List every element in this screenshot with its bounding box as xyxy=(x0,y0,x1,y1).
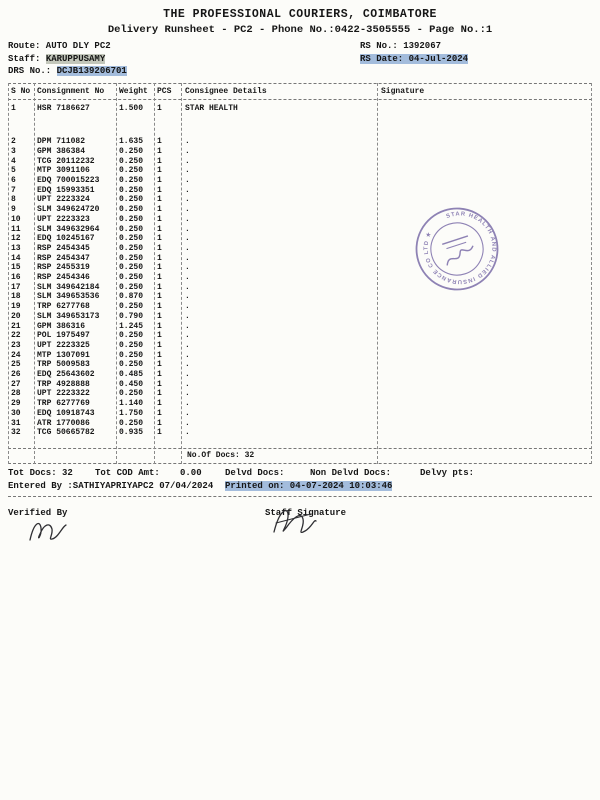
table-row xyxy=(8,215,592,225)
cell-weight: 0.250 xyxy=(119,360,144,370)
cell-signature xyxy=(377,137,592,147)
table-border-line xyxy=(116,83,117,464)
cell-signature xyxy=(377,370,592,380)
staff-name: KARUPPUSAMY xyxy=(45,53,106,64)
cell-consignment: SLM 349653173 xyxy=(37,311,100,321)
cell-consignment: UPT 2223323 xyxy=(37,214,90,224)
cell-consignee: . xyxy=(185,350,190,360)
cell-signature xyxy=(377,409,592,419)
table-row xyxy=(8,137,592,147)
table-row xyxy=(8,351,592,361)
cell-consignee: . xyxy=(185,137,190,147)
cell-consignment: SLM 349632964 xyxy=(37,224,100,234)
cell-sno: 4 xyxy=(11,156,16,166)
verified-signature-scribble xyxy=(24,512,72,550)
cell-signature xyxy=(377,399,592,409)
cell-consignee: . xyxy=(185,428,190,438)
cell-consignment: EDQ 10245167 xyxy=(37,234,95,244)
cell-pcs: 1 xyxy=(157,146,162,156)
cell-signature xyxy=(377,147,592,157)
cell-consignment: SLM 349624720 xyxy=(37,205,100,215)
drs-no: DCJB139206701 xyxy=(56,66,127,76)
cell-signature xyxy=(377,166,592,176)
cell-signature xyxy=(377,351,592,361)
cell-weight: 0.935 xyxy=(119,428,144,438)
table-row xyxy=(8,234,592,244)
cell-consignee: . xyxy=(185,185,190,195)
table-border-line xyxy=(154,83,155,464)
cell-signature xyxy=(377,389,592,399)
stamp-ring-text: STAR HEALTH AND ALLIED INSURANCE CO LTD ★ xyxy=(423,211,497,285)
cell-consignment: EDQ 700015223 xyxy=(37,176,100,186)
cell-consignment: SLM 349642184 xyxy=(37,282,100,292)
cell-consignee: . xyxy=(185,243,190,253)
cell-pcs: 1 xyxy=(157,195,162,205)
cell-pcs: 1 xyxy=(157,243,162,253)
cell-consignment: EDQ 10918743 xyxy=(37,408,95,418)
cell-signature xyxy=(377,428,592,438)
table-row xyxy=(8,331,592,341)
cell-consignment: SLM 349653536 xyxy=(37,292,100,302)
stamp-signature-scribble xyxy=(444,246,476,266)
verified-by-label: Verified By xyxy=(8,508,68,518)
table-row xyxy=(8,283,592,293)
stamp-inner-line xyxy=(446,242,466,248)
cell-sno: 32 xyxy=(11,428,21,438)
entered-by: Entered By :SATHIYAPRIYAPC2 07/04/2024 xyxy=(8,481,214,491)
cell-signature xyxy=(377,104,592,114)
tot-docs: Tot Docs: 32 xyxy=(8,468,73,478)
cell-pcs: 1 xyxy=(157,273,162,283)
tot-cod-value: 0.00 xyxy=(180,468,202,478)
cell-pcs: 1 xyxy=(157,428,162,438)
cell-signature xyxy=(377,322,592,332)
cell-sno: 19 xyxy=(11,302,21,312)
cell-pcs: 1 xyxy=(157,214,162,224)
cell-weight: 0.250 xyxy=(119,350,144,360)
cell-consignee: . xyxy=(185,273,190,283)
table-row xyxy=(8,419,592,429)
cell-pcs: 1 xyxy=(157,370,162,380)
cell-weight: 0.250 xyxy=(119,205,144,215)
cell-consignee: . xyxy=(185,408,190,418)
docs-count-row xyxy=(8,448,592,464)
cell-weight: 1.750 xyxy=(119,408,144,418)
cell-sno: 18 xyxy=(11,292,21,302)
cell-weight: 0.250 xyxy=(119,263,144,273)
table-border-line xyxy=(181,83,182,464)
table-row xyxy=(8,176,592,186)
route-row xyxy=(8,41,592,54)
cell-weight: 0.250 xyxy=(119,234,144,244)
cell-signature xyxy=(377,157,592,167)
cell-weight: 1.500 xyxy=(119,103,144,113)
col-header-signature: Signature xyxy=(381,86,425,96)
cell-consignee: . xyxy=(185,418,190,428)
cell-weight: 1.635 xyxy=(119,137,144,147)
cell-pcs: 1 xyxy=(157,389,162,399)
table-row xyxy=(8,302,592,312)
table-row xyxy=(8,157,592,167)
cell-pcs: 1 xyxy=(157,292,162,302)
cell-consignment: TRP 6277768 xyxy=(37,302,90,312)
cell-signature xyxy=(377,360,592,370)
table-border-line xyxy=(591,83,592,464)
table-row xyxy=(8,341,592,351)
cell-pcs: 1 xyxy=(157,156,162,166)
staff-label: Staff: xyxy=(8,53,46,64)
cell-weight: 0.450 xyxy=(119,379,144,389)
cell-pcs: 1 xyxy=(157,224,162,234)
route-label: Route: AUTO DLY PC2 xyxy=(8,41,111,51)
cell-signature xyxy=(377,302,592,312)
cell-pcs: 1 xyxy=(157,340,162,350)
cell-sno: 20 xyxy=(11,311,21,321)
table-row xyxy=(8,186,592,196)
cell-sno: 22 xyxy=(11,331,21,341)
cell-sno: 10 xyxy=(11,214,21,224)
cell-weight: 0.250 xyxy=(119,273,144,283)
col-header-consignee: Consignee Details xyxy=(185,86,267,96)
svg-text:STAR HEALTH AND ALLIED INSURAN xyxy=(414,202,506,294)
cell-weight: 0.870 xyxy=(119,292,144,302)
cell-consignee: . xyxy=(185,360,190,370)
cell-sno: 16 xyxy=(11,273,21,283)
cell-signature xyxy=(377,380,592,390)
col-header-pcs: PCS xyxy=(157,86,172,96)
cell-consignee: . xyxy=(185,195,190,205)
cell-consignee: . xyxy=(185,166,190,176)
printed-on: Printed on: 04-07-2024 10:03:46 xyxy=(225,481,393,491)
cell-consignment: MTP 1307091 xyxy=(37,350,90,360)
cell-pcs: 1 xyxy=(157,321,162,331)
cell-consignee: . xyxy=(185,389,190,399)
cell-sno: 6 xyxy=(11,176,16,186)
table-row xyxy=(8,292,592,302)
cell-consignee: . xyxy=(185,370,190,380)
cell-consignee: . xyxy=(185,379,190,389)
cell-consignee: . xyxy=(185,234,190,244)
cell-pcs: 1 xyxy=(157,137,162,147)
rs-no: RS No.: 1392067 xyxy=(360,41,442,51)
cell-signature xyxy=(377,419,592,429)
cell-weight: 0.250 xyxy=(119,253,144,263)
cell-consignment: GPM 386384 xyxy=(37,146,86,156)
cell-weight: 0.250 xyxy=(119,243,144,253)
cell-weight: 0.250 xyxy=(119,146,144,156)
cell-sno: 17 xyxy=(11,282,21,292)
cell-consignee: . xyxy=(185,146,190,156)
cell-weight: 0.250 xyxy=(119,340,144,350)
cell-sno: 31 xyxy=(11,418,21,428)
cell-consignment: RSP 2454346 xyxy=(37,273,90,283)
staff-signature-label: Staff Signature xyxy=(265,508,347,518)
cell-signature xyxy=(377,292,592,302)
cell-consignment: TCG 50665782 xyxy=(37,428,95,438)
cell-consignee: . xyxy=(185,176,190,186)
cell-weight: 0.250 xyxy=(119,331,144,341)
cell-consignee: . xyxy=(185,399,190,409)
cell-pcs: 1 xyxy=(157,350,162,360)
cell-consignment: RSP 2454347 xyxy=(37,253,90,263)
table-row xyxy=(8,409,592,419)
table-row xyxy=(8,205,592,215)
cell-consignee: . xyxy=(185,311,190,321)
cell-pcs: 1 xyxy=(157,103,162,113)
cell-sno: 15 xyxy=(11,263,21,273)
cell-sno: 21 xyxy=(11,321,21,331)
cell-consignment: UPT 2223322 xyxy=(37,389,90,399)
cell-sno: 8 xyxy=(11,195,16,205)
cell-pcs: 1 xyxy=(157,185,162,195)
cell-pcs: 1 xyxy=(157,399,162,409)
delvd-docs: Delvd Docs: xyxy=(225,468,285,478)
drs-row xyxy=(8,66,592,79)
cell-sno: 7 xyxy=(11,185,16,195)
cell-consignee: . xyxy=(185,214,190,224)
cell-pcs: 1 xyxy=(157,205,162,215)
cell-weight: 0.250 xyxy=(119,176,144,186)
drs-label: DRS No.: xyxy=(8,66,57,76)
table-row xyxy=(8,225,592,235)
cell-pcs: 1 xyxy=(157,418,162,428)
cell-weight: 0.250 xyxy=(119,214,144,224)
staff-row xyxy=(8,54,592,67)
table-row xyxy=(8,104,592,114)
entered-row xyxy=(8,479,592,497)
table-row xyxy=(8,360,592,370)
cell-consignment: EDQ 15993351 xyxy=(37,185,95,195)
cell-sno: 24 xyxy=(11,350,21,360)
table-row xyxy=(8,322,592,332)
cell-sno: 27 xyxy=(11,379,21,389)
cell-pcs: 1 xyxy=(157,311,162,321)
cell-sno: 12 xyxy=(11,234,21,244)
table-border-line xyxy=(377,83,378,464)
header-meta xyxy=(8,41,592,79)
cell-weight: 0.250 xyxy=(119,418,144,428)
cell-sno: 13 xyxy=(11,243,21,253)
cell-consignment: POL 1975497 xyxy=(37,331,90,341)
cell-consignee: . xyxy=(185,331,190,341)
cell-weight: 0.250 xyxy=(119,282,144,292)
cell-consignee: . xyxy=(185,292,190,302)
no-of-docs: No.Of Docs: 32 xyxy=(187,451,255,460)
col-header-weight: Weight xyxy=(119,86,148,96)
non-delvd-docs: Non Delvd Docs: xyxy=(310,468,392,478)
cell-signature xyxy=(377,176,592,186)
cell-consignee: . xyxy=(185,156,190,166)
cell-sno: 5 xyxy=(11,166,16,176)
cell-consignment: TRP 6277769 xyxy=(37,399,90,409)
table-row xyxy=(8,166,592,176)
cell-sno: 2 xyxy=(11,137,16,147)
cell-consignee: . xyxy=(185,263,190,273)
cell-consignment: DPM 711082 xyxy=(37,137,86,147)
tot-cod-label: Tot COD Amt: xyxy=(95,468,160,478)
table-row xyxy=(8,380,592,390)
table-row xyxy=(8,399,592,409)
cell-sno: 9 xyxy=(11,205,16,215)
delvy-pts: Delvy pts: xyxy=(420,468,475,478)
table-border-line xyxy=(34,83,35,464)
cell-consignee: . xyxy=(185,282,190,292)
cell-consignee: . xyxy=(185,321,190,331)
cell-weight: 0.250 xyxy=(119,302,144,312)
cell-pcs: 1 xyxy=(157,166,162,176)
table-header xyxy=(8,83,592,100)
cell-consignee: . xyxy=(185,224,190,234)
cell-weight: 0.790 xyxy=(119,311,144,321)
cell-consignment: RSP 2455319 xyxy=(37,263,90,273)
company-title: THE PROFESSIONAL COURIERS, COIMBATORE xyxy=(163,8,437,21)
cell-sno: 23 xyxy=(11,340,21,350)
cell-sno: 25 xyxy=(11,360,21,370)
cell-consignment: TCG 20112232 xyxy=(37,156,95,166)
cell-consignment: MTP 3091106 xyxy=(37,166,90,176)
cell-weight: 0.250 xyxy=(119,195,144,205)
cell-consignee: . xyxy=(185,253,190,263)
cell-weight: 0.485 xyxy=(119,370,144,380)
cell-consignment: RSP 2454345 xyxy=(37,243,90,253)
cell-sno: 26 xyxy=(11,370,21,380)
cell-consignment: TRP 4928888 xyxy=(37,379,90,389)
cell-signature xyxy=(377,341,592,351)
cell-consignment: EDQ 25643602 xyxy=(37,370,95,380)
cell-consignee: . xyxy=(185,302,190,312)
cell-weight: 1.245 xyxy=(119,321,144,331)
cell-consignee: STAR HEALTH xyxy=(185,103,238,113)
table-row xyxy=(8,147,592,157)
table-row xyxy=(8,312,592,322)
cell-pcs: 1 xyxy=(157,176,162,186)
cell-weight: 0.250 xyxy=(119,166,144,176)
cell-sno: 3 xyxy=(11,146,16,156)
cell-sno: 29 xyxy=(11,399,21,409)
totals-row xyxy=(8,464,592,480)
cell-weight: 0.250 xyxy=(119,156,144,166)
col-header-sno: S No xyxy=(11,86,31,96)
cell-consignment: HSR 7186627 xyxy=(37,103,90,113)
cell-pcs: 1 xyxy=(157,234,162,244)
cell-weight: 0.250 xyxy=(119,224,144,234)
cell-weight: 0.250 xyxy=(119,185,144,195)
cell-pcs: 1 xyxy=(157,331,162,341)
cell-weight: 0.250 xyxy=(119,389,144,399)
cell-pcs: 1 xyxy=(157,263,162,273)
cell-pcs: 1 xyxy=(157,360,162,370)
staff-signature-scribble xyxy=(266,500,320,544)
cell-consignee: . xyxy=(185,340,190,350)
cell-weight: 1.140 xyxy=(119,399,144,409)
cell-consignment: UPT 2223325 xyxy=(37,340,90,350)
cell-sno: 30 xyxy=(11,408,21,418)
cell-consignment: ATR 1770086 xyxy=(37,418,90,428)
runsheet-subtitle: Delivery Runsheet - PC2 - Phone No.:0422-3505555 - Page No.:1 xyxy=(107,24,493,36)
cell-consignment: UPT 2223324 xyxy=(37,195,90,205)
cell-sno: 14 xyxy=(11,253,21,263)
table-row xyxy=(8,428,592,438)
cell-pcs: 1 xyxy=(157,253,162,263)
cell-signature xyxy=(377,312,592,322)
cell-pcs: 1 xyxy=(157,379,162,389)
table-row xyxy=(8,389,592,399)
cell-consignment: GPM 386316 xyxy=(37,321,86,331)
table-row xyxy=(8,195,592,205)
col-header-consignment: Consignment No xyxy=(37,86,105,96)
table-border-line xyxy=(8,83,9,464)
cell-sno: 1 xyxy=(11,103,16,113)
cell-pcs: 1 xyxy=(157,282,162,292)
rs-date: RS Date: 04-Jul-2024 xyxy=(360,53,469,64)
cell-consignee: . xyxy=(185,205,190,215)
cell-pcs: 1 xyxy=(157,302,162,312)
cell-sno: 11 xyxy=(11,224,21,234)
table-row xyxy=(8,370,592,380)
cell-pcs: 1 xyxy=(157,408,162,418)
cell-sno: 28 xyxy=(11,389,21,399)
cell-signature xyxy=(377,331,592,341)
cell-consignment: TRP 5009583 xyxy=(37,360,90,370)
